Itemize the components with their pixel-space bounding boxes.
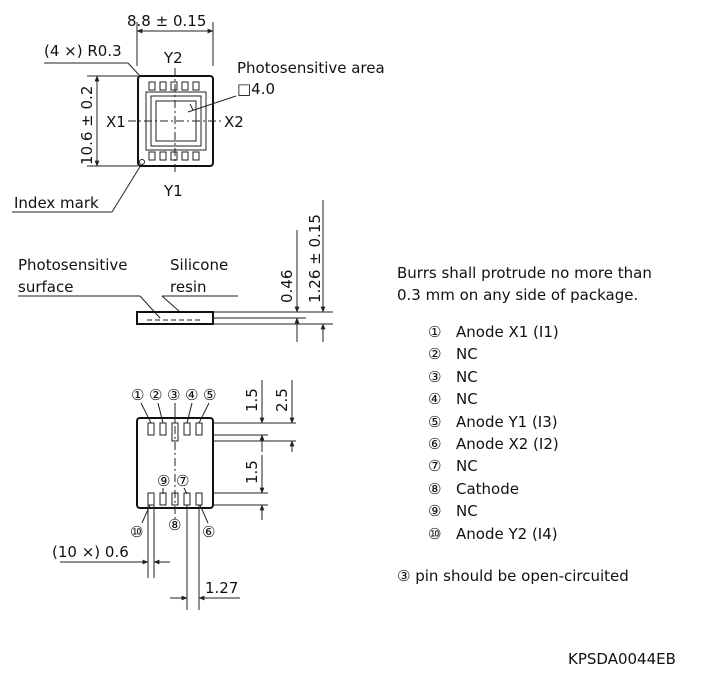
dim-1-26: 1.26 ± 0.15	[306, 214, 324, 303]
drawing-code: KPSDA0044EB	[568, 650, 676, 668]
label-x1: X1	[106, 113, 126, 131]
burr-note-line2: 0.3 mm on any side of package.	[397, 286, 639, 304]
pin-label: NC	[456, 367, 478, 386]
list-item	[428, 321, 559, 343]
pin-label: NC	[456, 457, 478, 476]
list-item	[428, 366, 559, 388]
surface-label-line2: surface	[18, 278, 74, 296]
list-item	[428, 478, 559, 500]
pin-number-8: ⑧	[168, 516, 182, 534]
list-item	[428, 343, 559, 365]
resin-label-line2: resin	[170, 278, 207, 296]
list-item	[428, 523, 559, 545]
dim-0-46: 0.46	[278, 269, 296, 303]
label-y1: Y1	[164, 182, 183, 200]
pin-number-10: ⑩	[130, 523, 144, 541]
pitch-dimension: 1.27	[205, 579, 239, 597]
list-item	[428, 433, 559, 455]
pin-num: ⑦	[428, 457, 442, 476]
top-pin-numbers	[131, 386, 216, 404]
pin-num: ⑤	[428, 412, 442, 431]
pad-width-dimension: (10 ×) 0.6	[52, 543, 129, 561]
pin-label: Anode X1 (I1)	[456, 323, 559, 341]
index-mark-label: Index mark	[14, 194, 99, 212]
pin-label: NC	[456, 502, 478, 521]
pin-num: ①	[428, 323, 442, 341]
corner-radius-label: (4 ×) R0.3	[44, 42, 122, 60]
surface-label-line1: Photosensitive	[18, 256, 128, 274]
photosensitive-area-label: Photosensitive area	[237, 59, 385, 77]
pin-num: ⑩	[428, 524, 442, 543]
pin-label: Anode Y1 (I3)	[456, 412, 558, 431]
index-mark	[140, 160, 145, 165]
pin-number-5: ⑤	[203, 386, 217, 404]
pin-num: ⑧	[428, 479, 442, 498]
list-item	[428, 455, 559, 477]
dim-2-5: 2.5	[273, 388, 291, 412]
pin-label: Cathode	[456, 479, 519, 498]
top-height-dimension: 10.6 ± 0.2	[78, 85, 96, 165]
pin-num: ③	[428, 367, 442, 386]
label-y2: Y2	[164, 49, 183, 67]
top-width-dimension: 8.8 ± 0.15	[127, 12, 207, 30]
package-side-outline	[137, 312, 213, 324]
pin-num: ⑥	[428, 435, 442, 454]
pin-number-2: ②	[149, 386, 163, 404]
pin-number-7: ⑦	[176, 472, 190, 490]
pin-num: ②	[428, 345, 442, 364]
pin-label: Anode Y2 (I4)	[456, 524, 558, 543]
list-item	[428, 500, 559, 522]
pin-note: ③ pin should be open-circuited	[397, 567, 629, 585]
pin-assignment-list	[428, 321, 559, 545]
pin-num: ④	[428, 390, 442, 409]
pin-number-4: ④	[185, 386, 199, 404]
resin-label-line1: Silicone	[170, 256, 229, 274]
pin-label: Anode X2 (I2)	[456, 435, 559, 454]
list-item	[428, 388, 559, 410]
pin-label: NC	[456, 390, 478, 409]
label-x2: X2	[224, 113, 244, 131]
pin-num: ⑨	[428, 502, 442, 521]
pin-number-9: ⑨	[157, 472, 171, 490]
dim-1-5-top: 1.5	[243, 388, 261, 412]
burr-note	[397, 262, 652, 306]
photosensitive-area-value: □4.0	[237, 80, 276, 98]
pin-label: NC	[456, 345, 478, 364]
pin-number-6: ⑥	[202, 523, 216, 541]
pin-number-3: ③	[167, 386, 181, 404]
side-view	[18, 200, 333, 342]
dim-1-5-bottom: 1.5	[243, 460, 261, 484]
pin-number-1: ①	[131, 386, 145, 404]
top-view	[12, 12, 385, 212]
list-item	[428, 411, 559, 433]
burr-note-line1: Burrs shall protrude no more than	[397, 264, 652, 282]
bottom-view	[52, 380, 296, 610]
